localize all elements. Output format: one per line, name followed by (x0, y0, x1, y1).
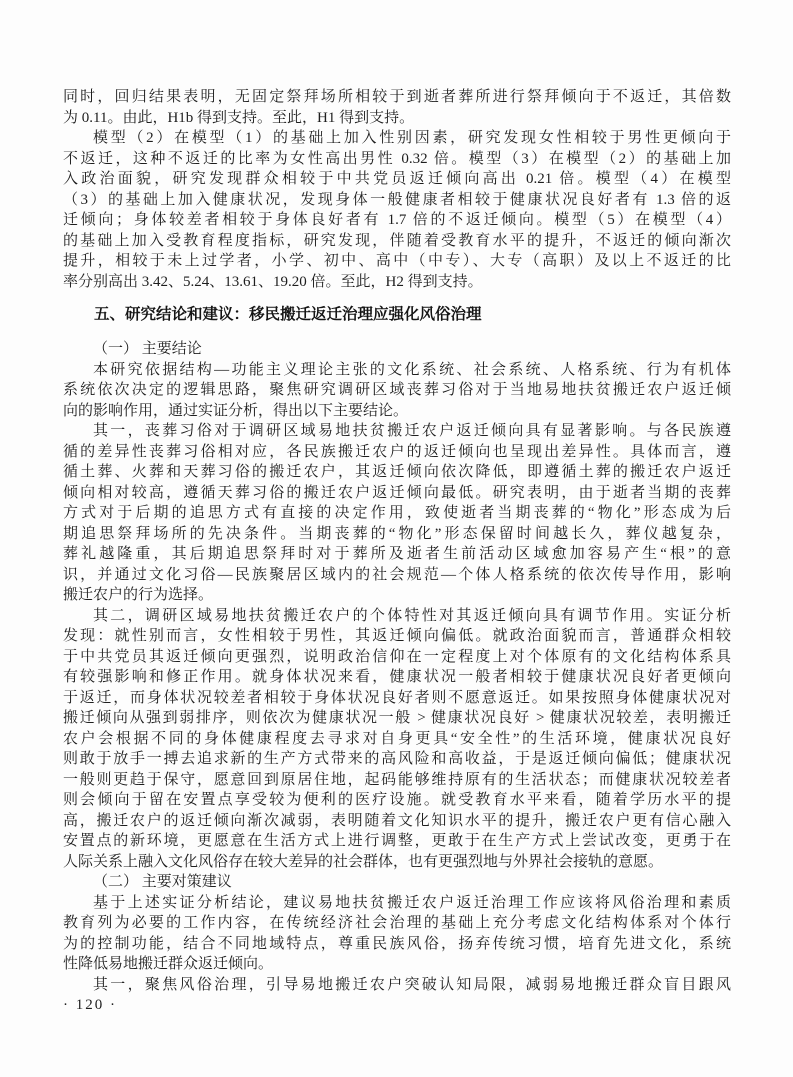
paragraph-start-line: 其一，聚焦风俗治理，引导易地搬迁农户突破认知局限，减弱易地搬迁群众盲目跟风 (93, 976, 731, 993)
subsection-heading: （二） 主要对策建议 (93, 874, 232, 890)
text-line: 于返迁，而身体状况较差者相较于身体状况良好者则不愿意返迁。如果按照身体健康状况对 (63, 689, 731, 706)
text-line: 提升，相较于未上过学者，小学、初中、高中（中专）、大专（高职）及以上不返迁的比 (63, 253, 731, 269)
page-number: · 120 · (63, 997, 117, 1013)
text-line: 同时，回归结果表明，无固定祭拜场所相较于到逝者葬所进行祭拜倾向于不返迁，其倍数 (63, 89, 731, 105)
paragraph-end-line: 人际关系上融入文化风俗存在较大差异的社会群体，也有更强烈地与外界社会接轨的意愿。 (63, 853, 664, 870)
paragraph-end-line: 向的影响作用，通过实证分析，得出以下主要结论。 (63, 402, 409, 419)
text-line: 高，搬迁农户的返迁倾向渐次减弱，表明随着文化知识水平的提升，搬迁农户更有信心融入 (63, 812, 731, 829)
subsection-heading: （一） 主要结论 (93, 341, 202, 357)
text-line: 循土葬、火葬和天葬习俗的搬迁农户，其返迁倾向依次降低，即遵循土葬的搬迁农户返迁 (63, 464, 731, 480)
text-line: 的基础上加入受教育程度指标，研究发现，伴随着受教育水平的提升，不返迁的倾向渐次 (63, 232, 731, 249)
paragraph-start-line: 基于上述实证分析结论，建议易地扶贫搬迁农户返迁治理工作应该将风俗治理和素质 (93, 894, 731, 911)
text-line: 则敢于放手一搏去追求新的生产方式带来的高风险和高收益，于是返迁倾向偏低；健康状况 (63, 751, 731, 767)
paragraph-end-line: 性降低易地搬迁群众返迁倾向。 (63, 956, 274, 972)
text-line: 一般则更趋于保守，愿意回到原居住地，起码能够维持原有的生活状态；而健康状况较差者 (63, 771, 731, 788)
text-line: 期追思祭拜场所的先决条件。当期丧葬的“物化”形态保留时间越长久，葬仪越复杂， (63, 525, 731, 542)
paragraph-end-line: 搬迁农户的行为选择。 (63, 587, 214, 603)
text-line: 安置点的新环境，更愿意在生活方式上进行调整，更敢于在生产方式上尝试改变，更勇于在 (63, 833, 731, 849)
text-line: 循的差异性丧葬习俗相对应，各民族搬迁农户的返迁倾向也呈现出差异性。具体而言，遵 (63, 443, 731, 460)
text-line: 倾向相对较高，遵循天葬习俗的搬迁农户返迁倾向最低。研究表明，由于逝者当期的丧葬 (63, 484, 731, 501)
text-line: 方式对于后期的追思方式有直接的决定作用，致使逝者当期丧葬的“物化”形态成为后 (63, 505, 731, 521)
text-line: 入政治面貌，研究发现群众相较于中共党员返迁倾向高出 0.21 倍。模型（4）在模型 (63, 171, 731, 187)
paragraph-start-line: 其一，丧葬习俗对于调研区域易地扶贫搬迁农户返迁倾向具有显著影响。与各民族遵 (93, 423, 731, 439)
text-line: 为的控制功能，结合不同地域特点，尊重民族风俗，扬弃传统习惯，培育先进文化，系统 (63, 935, 731, 952)
paragraph-start-line: 本研究依据结构—功能主义理论主张的文化系统、社会系统、人格系统、行为有机体 (93, 361, 731, 378)
text-line: （3）的基础上加入健康状况，发现身体一般健康者相较于健康状况良好者有 1.3 倍的返 (63, 191, 731, 208)
paragraph-end-line: 率分别高出 3.42、5.24、13.61、19.20 倍。至此，H2 得到支持。 (63, 273, 483, 290)
text-line: 不返迁，这种不返迁的比率为女性高出男性 0.32 倍。模型（3）在模型（2）的基础上加 (63, 150, 731, 167)
text-line: 迁倾向；身体较差者相较于身体良好者有 1.7 倍的不返迁倾向。模型（5）在模型（4） (63, 212, 731, 228)
text-line: 农户会根据不同的身体健康程度去寻求对自身更具“安全性”的生活环境，健康状况良好 (63, 730, 731, 747)
paragraph-start-line: 模型（2）在模型（1）的基础上加入性别因素，研究发现女性相较于男性更倾向于 (93, 130, 731, 146)
paragraph-end-line: 为 0.11。由此，H1b 得到支持。至此，H1 得到支持。 (63, 109, 415, 126)
text-line: 教育列为必要的工作内容，在传统经济社会治理的基础上充分考虑文化结构体系对个体行 (63, 915, 731, 931)
section-heading: 五、研究结论和建议：移民搬迁返迁治理应强化风俗治理 (94, 306, 482, 323)
text-line: 于中共党员其返迁倾向更强烈，说明政治信仰在一定程度上对个体原有的文化结构体系具 (63, 648, 731, 665)
text-line: 则会倾向于留在安置点享受较为便利的医疗设施。就受教育水平来看，随着学历水平的提 (63, 792, 731, 808)
text-line: 发现：就性别而言，女性相较于男性，其返迁倾向偏低。就政治面貌而言，普通群众相较 (63, 628, 731, 644)
text-line: 搬迁倾向从强到弱排序，则依次为健康状况一般 > 健康状况良好 > 健康状况较差，表明搬迁 (63, 710, 731, 726)
text-line: 有较强影响和修正作用。就身体状况来看，健康状况一般者相较于健康状况良好者更倾向 (63, 669, 731, 685)
text-line: 系统依次决定的逻辑思路，聚焦研究调研区域丧葬习俗对于当地易地扶贫搬迁农户返迁倾 (63, 382, 731, 398)
document-body (63, 87, 731, 995)
text-line: 葬礼越隆重，其后期追思祭拜时对于葬所及逝者生前活动区域愈加容易产生“根”的意 (63, 546, 731, 562)
paragraph-start-line: 其二，调研区域易地扶贫搬迁农户的个体特性对其返迁倾向具有调节作用。实证分析 (93, 607, 731, 624)
text-line: 识，并通过文化习俗—民族聚居区域内的社会规范—个体人格系统的依次传导作用，影响 (63, 566, 731, 583)
document-text-column (63, 87, 731, 1016)
